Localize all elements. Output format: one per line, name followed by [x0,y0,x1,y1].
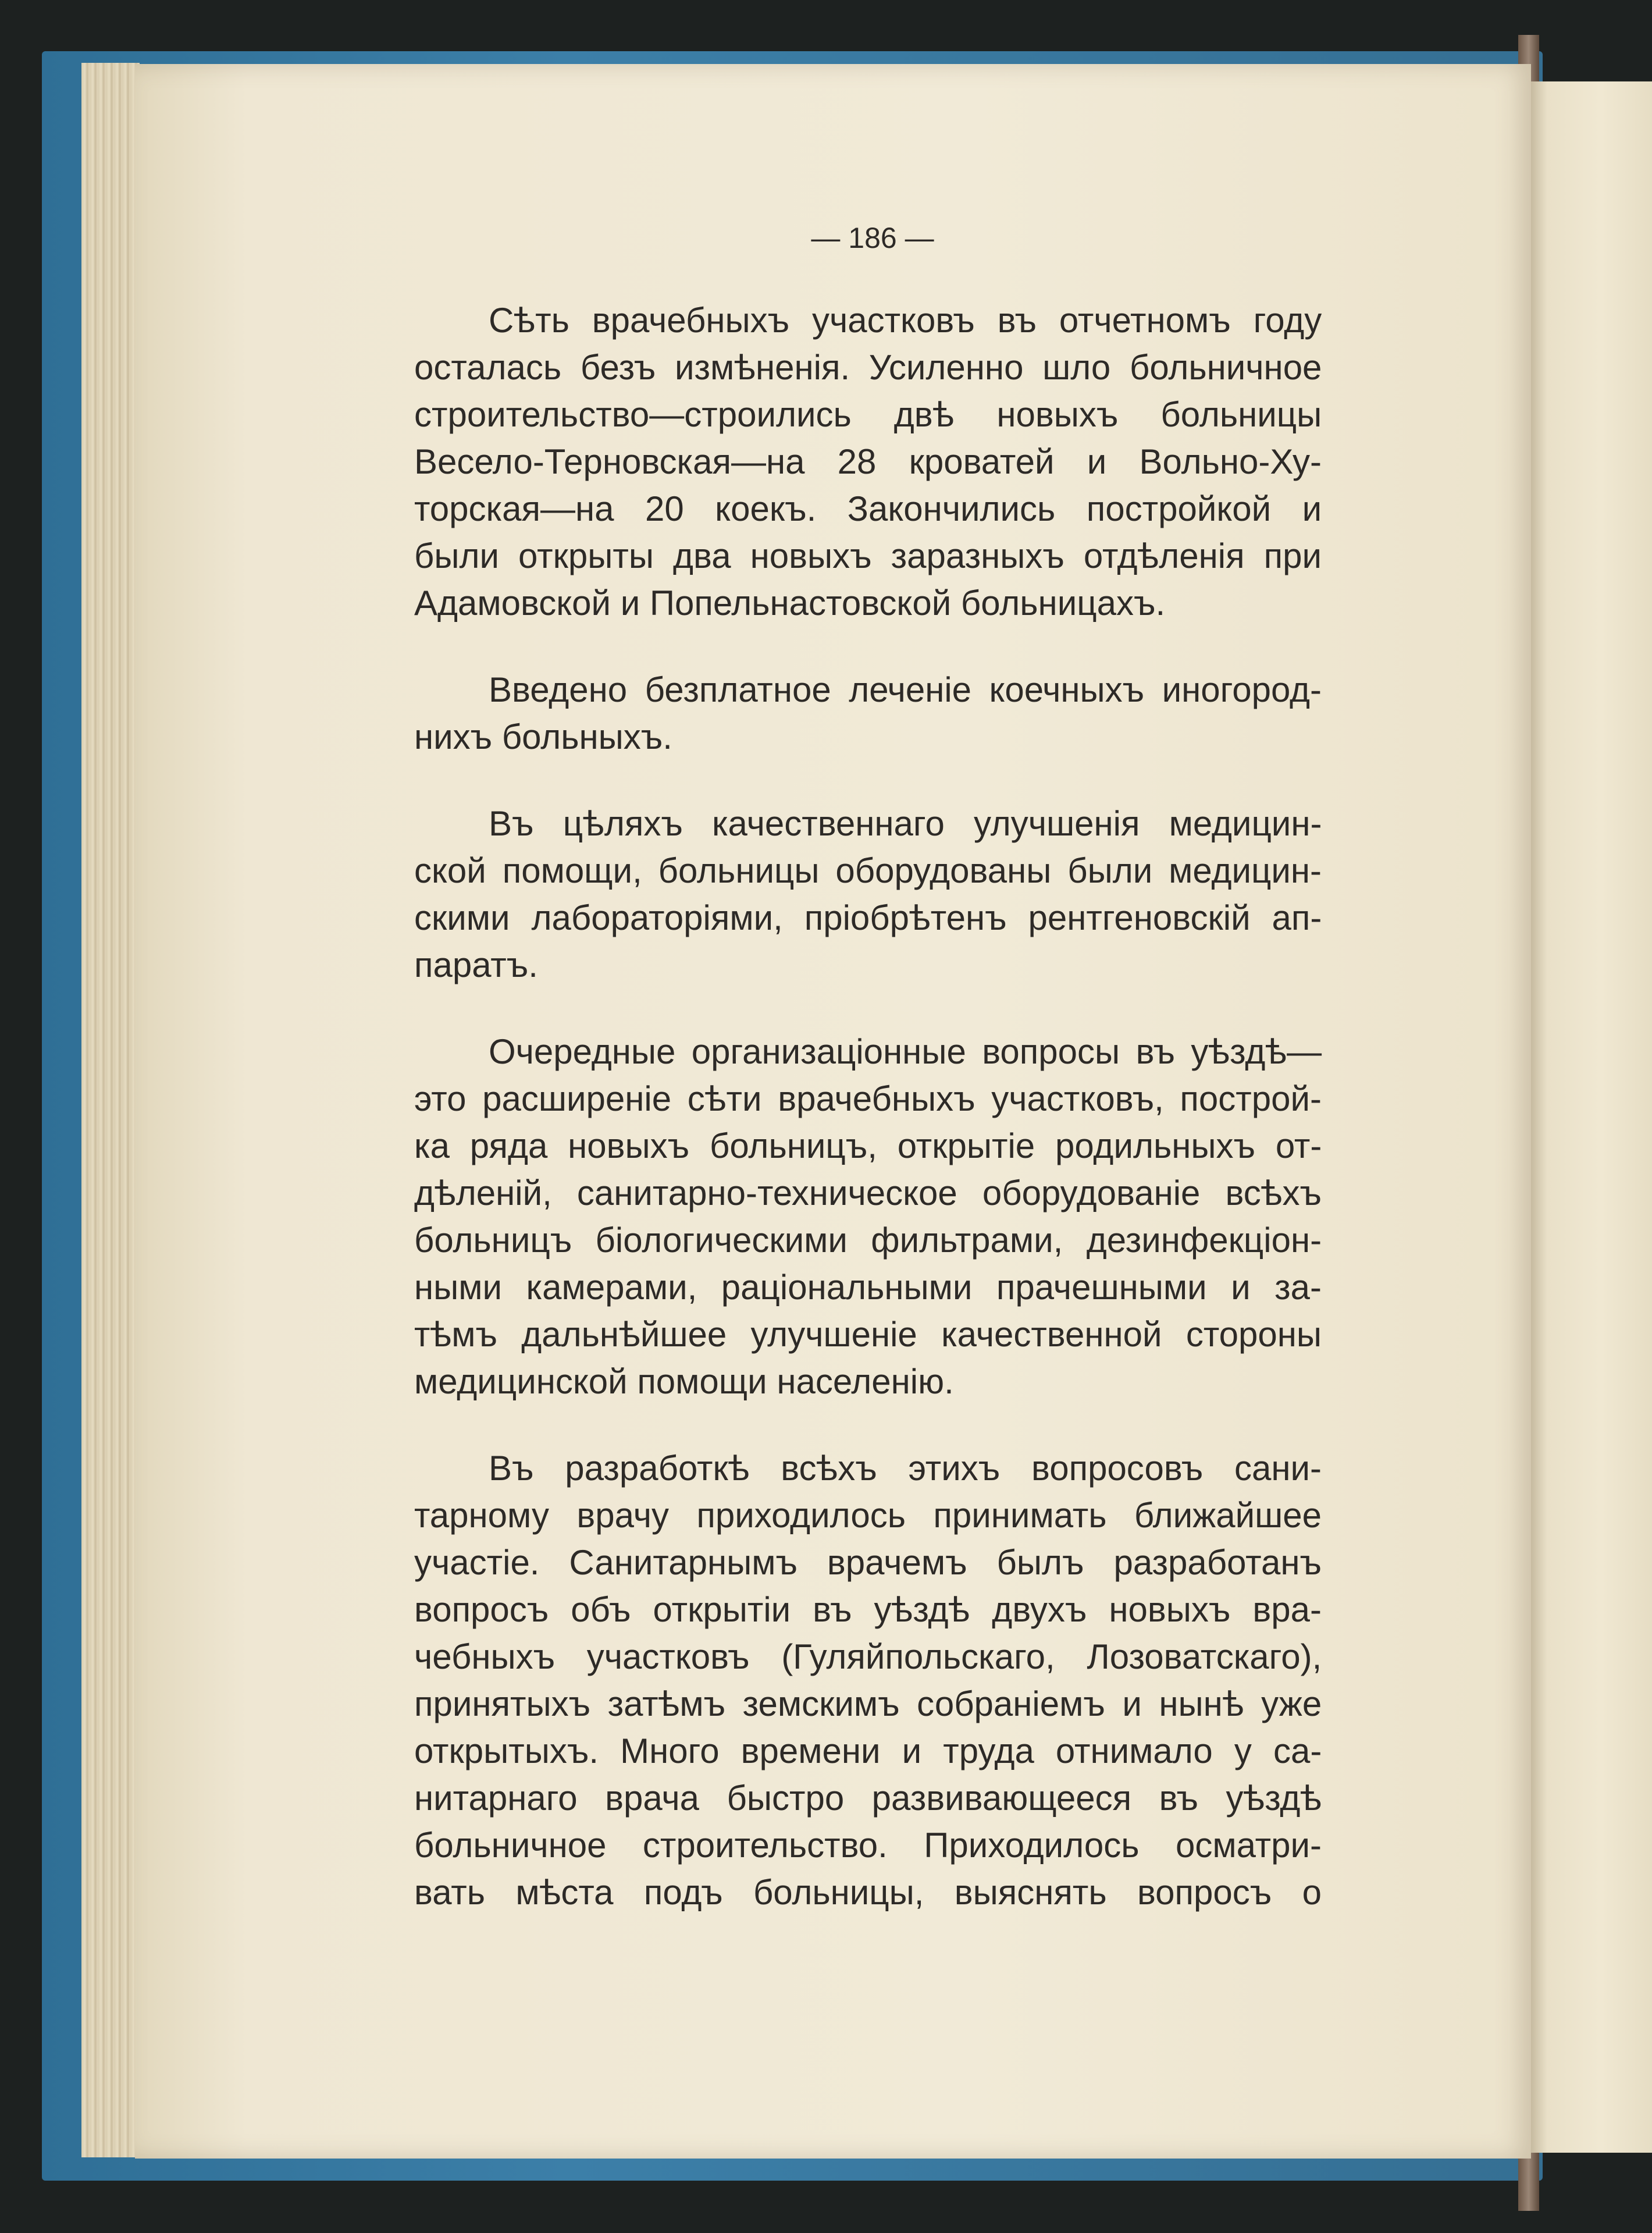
text-line: строительство—строились двѣ новыхъ больницы [414,395,1322,434]
text-line: осталась безъ измѣненія. Усиленно шло больничное [414,348,1322,387]
text-line: чебныхъ участковъ (Гуляйпольскаго, Лозоватскаго), [414,1637,1322,1676]
text-line: ными камерами, раціональными прачешными и за- [414,1268,1322,1307]
paragraph-1 [414,297,1322,627]
text-line: торская—на 20 коекъ. Закончились постройкой и [414,489,1322,528]
paragraph-4 [414,1028,1322,1405]
text-line: Въ цѣляхъ качественнаго улучшенія медицин- [489,804,1322,843]
text-line: Весело-Терновская—на 28 кроватей и Вольно-Ху- [414,442,1322,481]
paragraph-5 [414,1445,1322,1916]
text-line: ской помощи, больницы оборудованы были медицин- [414,851,1322,890]
text-line: Очередные организаціонные вопросы въ уѣздѣ— [489,1032,1322,1071]
text-line: Въ разработкѣ всѣхъ этихъ вопросовъ сани- [489,1449,1322,1488]
text-line: тарному врачу приходилось принимать ближайшее [414,1496,1322,1535]
text-line: были открыты два новыхъ заразныхъ отдѣленія при [414,536,1322,575]
page-body [414,297,1322,1955]
text-line: это расширеніе сѣти врачебныхъ участковъ, построй- [414,1079,1322,1118]
text-line: открытыхъ. Много времени и труда отнимало у са- [414,1731,1322,1770]
text-line: больничное строительство. Приходилось осматри- [414,1826,1322,1865]
text-line: участіе. Санитарнымъ врачемъ былъ разработанъ [414,1543,1322,1582]
text-line: дѣленій, санитарно-техническое оборудованіе всѣхъ [414,1174,1322,1212]
paragraph-2 [414,666,1322,760]
text-line: больницъ біологическими фильтрами, дезинфекціон- [414,1221,1322,1260]
facing-page [1524,81,1652,2153]
text-line: Сѣть врачебныхъ участковъ въ отчетномъ году [489,301,1322,340]
text-line: вать мѣста подъ больницы, выяснять вопросъ о [414,1873,1322,1912]
page-edges [81,63,140,2157]
text-line: скими лабораторіями, пріобрѣтенъ рентгеновскій ап- [414,898,1322,937]
text-line: медицинской помощи населенію. [414,1362,954,1401]
text-line: нитарнаго врача быстро развивающееся въ уѣздѣ [414,1779,1322,1818]
text-line: паратъ. [414,945,538,984]
paragraph-3 [414,800,1322,989]
text-line: принятыхъ затѣмъ земскимъ собраніемъ и нынѣ уже [414,1684,1322,1723]
text-line: ка ряда новыхъ больницъ, открытіе родильныхъ от- [414,1126,1322,1165]
text-line: Адамовской и Попельнастовской больницахъ. [414,584,1166,623]
text-line: вопросъ объ открытіи въ уѣздѣ двухъ новыхъ вра- [414,1590,1322,1629]
text-line: тѣмъ дальнѣйшее улучшеніе качественной стороны [414,1315,1322,1354]
text-line: нихъ больныхъ. [414,717,672,756]
page-number: — 186 — [811,222,934,254]
text-line: Введено безплатное леченіе коечныхъ иногород- [489,670,1322,709]
